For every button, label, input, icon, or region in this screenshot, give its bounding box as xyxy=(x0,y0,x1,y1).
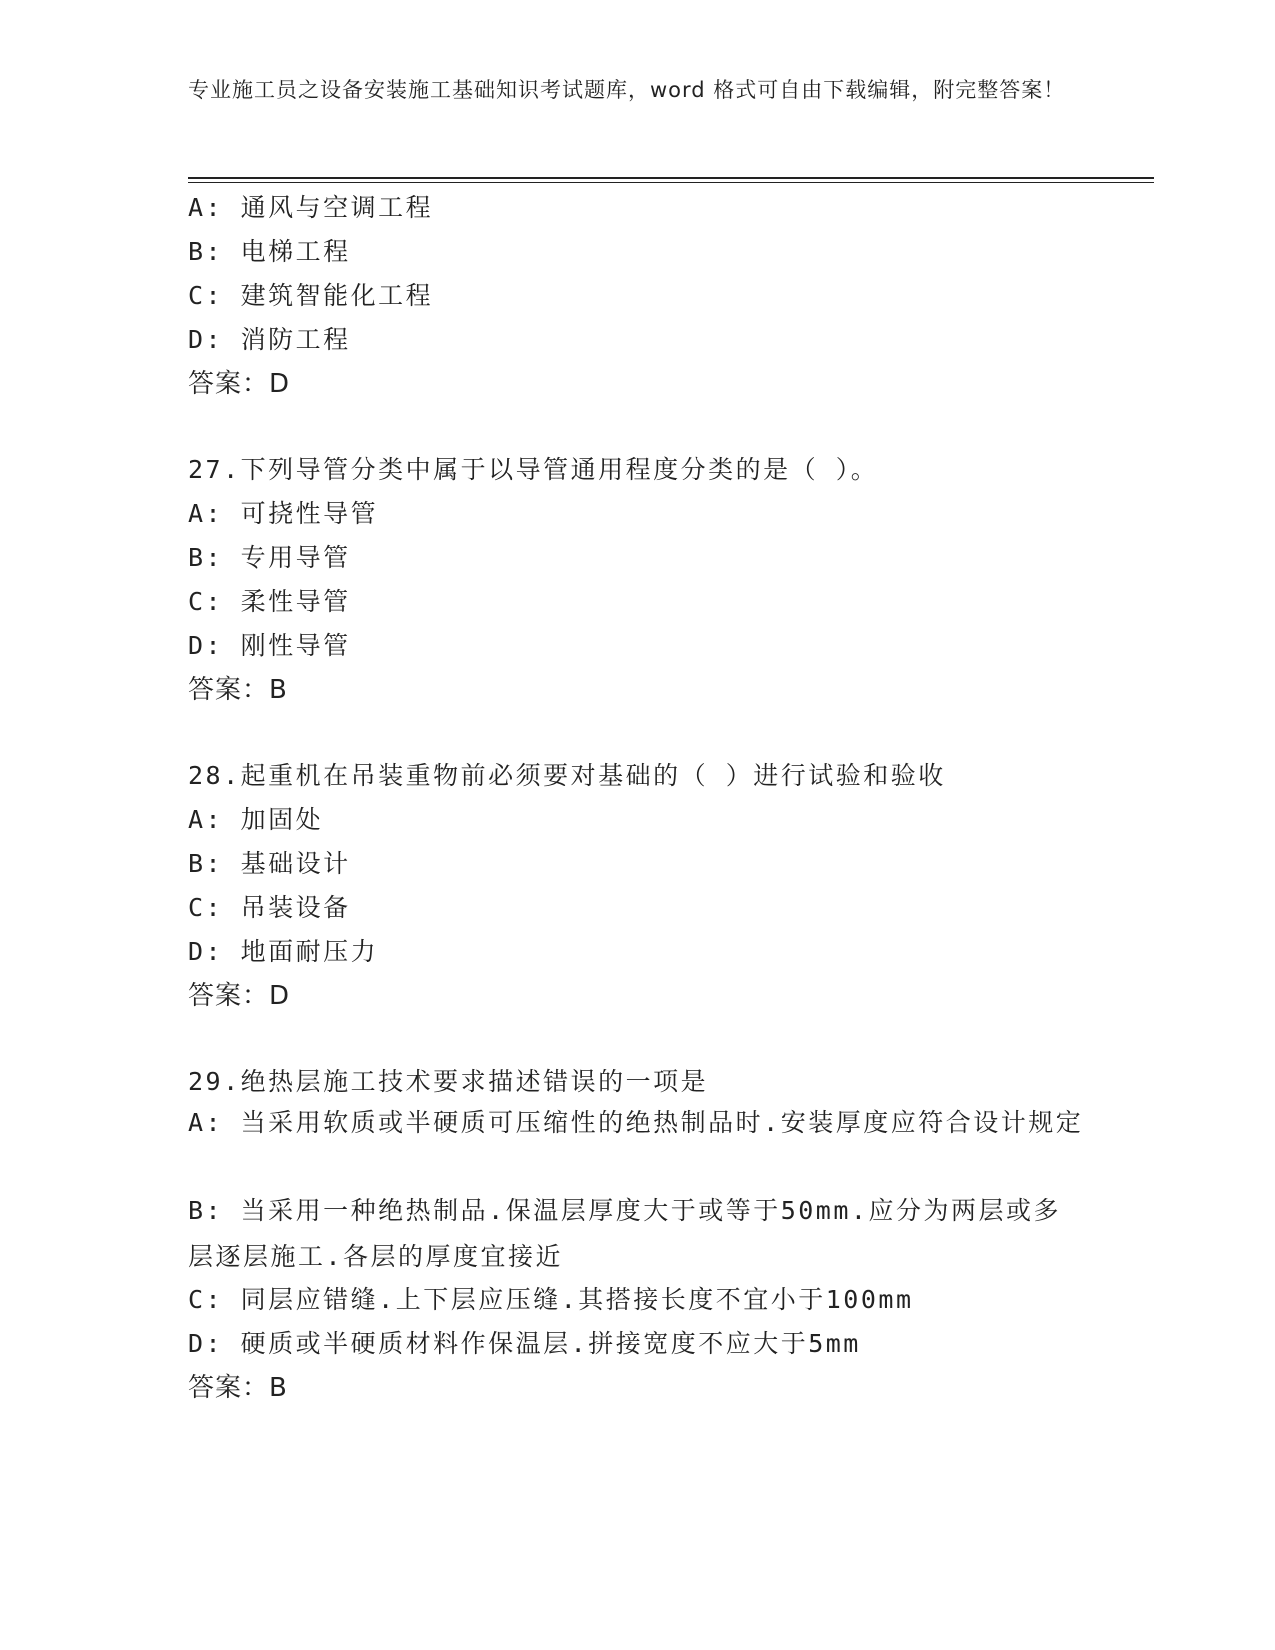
q27-question: 27.下列导管分类中属于以导管通用程度分类的是（ ）。 xyxy=(188,455,879,484)
q29-option-c: C: 同层应错缝.上下层应压缝.其搭接长度不宜小于100mm xyxy=(188,1285,914,1314)
q29-option-b: B: 当采用一种绝热制品.保温层厚度大于或等于50mm.应分为两层或多层逐层施工.各层的厚度宜接近 xyxy=(188,1196,1061,1271)
q26-option-d: D: 消防工程 xyxy=(188,325,351,354)
q27-option-d: D: 刚性导管 xyxy=(188,631,351,660)
q28-question: 28.起重机在吊装重物前必须要对基础的（ ）进行试验和验收 xyxy=(188,761,946,790)
q26-option-b: B: 电梯工程 xyxy=(188,237,351,266)
q28-option-a: A: 加固处 xyxy=(188,805,324,834)
document-header: 专业施工员之设备安装施工基础知识考试题库，word 格式可自由下载编辑，附完整答案！ xyxy=(188,78,1066,102)
header-divider-thick xyxy=(188,177,1154,179)
q28-option-c: C: 吊装设备 xyxy=(188,893,351,922)
q29-option-d: D: 硬质或半硬质材料作保温层.拼接宽度不应大于5mm xyxy=(188,1329,861,1358)
q28-answer: 答案：D xyxy=(188,981,291,1011)
q27-option-b: B: 专用导管 xyxy=(188,543,351,572)
q29-question: 29.绝热层施工技术要求描述错误的一项是 xyxy=(188,1067,709,1096)
q29-answer: 答案：B xyxy=(188,1373,288,1403)
q28-option-d: D: 地面耐压力 xyxy=(188,937,379,966)
q27-option-c: C: 柔性导管 xyxy=(188,587,351,616)
q27-option-a: A: 可挠性导管 xyxy=(188,499,379,528)
q26-option-a: A: 通风与空调工程 xyxy=(188,193,434,222)
q26-answer: 答案：D xyxy=(188,369,291,399)
q27-answer: 答案：B xyxy=(188,675,288,705)
header-divider-thin xyxy=(188,182,1154,183)
q28-option-b: B: 基础设计 xyxy=(188,849,351,878)
q29-option-a: A: 当采用软质或半硬质可压缩性的绝热制品时.安装厚度应符合设计规定 xyxy=(188,1108,1084,1137)
q26-option-c: C: 建筑智能化工程 xyxy=(188,281,434,310)
